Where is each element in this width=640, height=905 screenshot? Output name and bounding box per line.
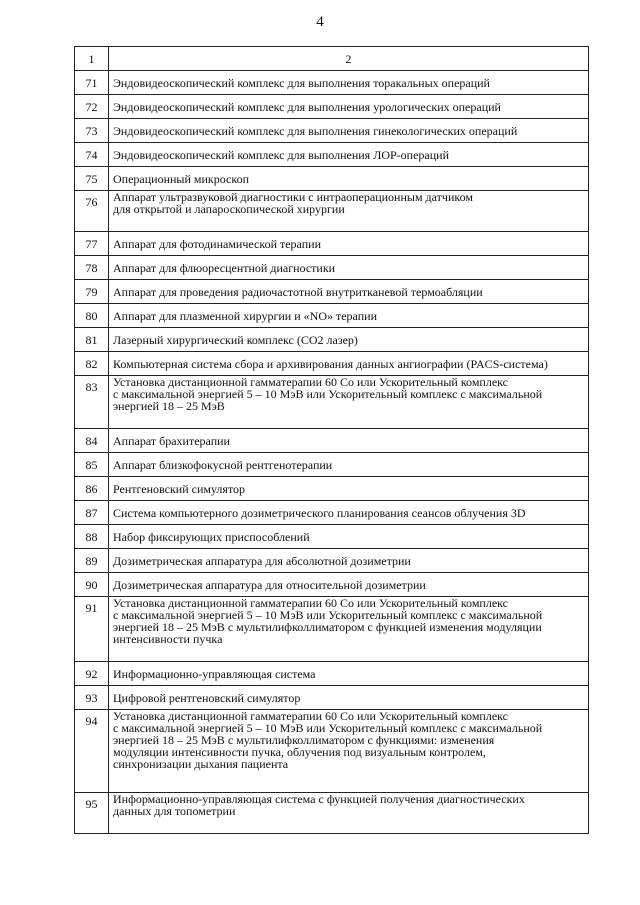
equipment-name-line: Аппарат брахитерапии [113,433,230,448]
table-row [75,167,589,191]
row-number: 72 [75,95,109,119]
equipment-name [109,573,589,597]
table-row [75,429,589,453]
equipment-name [109,352,589,376]
equipment-name [109,256,589,280]
header-col-2: 2 [109,47,589,71]
equipment-name-line: для открытой и лапароскопической хирургии [113,202,345,216]
equipment-name [109,304,589,328]
table-row [75,304,589,328]
row-number: 93 [75,686,109,710]
table-row [75,143,589,167]
row-number: 81 [75,328,109,352]
equipment-name-line: Компьютерная система сбора и архивирования данных ангиографии (PACS-система) [113,356,548,371]
equipment-table-body [75,47,589,834]
table-row [75,376,589,429]
row-number: 90 [75,573,109,597]
equipment-name [109,501,589,525]
page-number: 4 [316,14,324,30]
row-number: 78 [75,256,109,280]
equipment-name [109,662,589,686]
equipment-name-line: Аппарат для флюоресцентной диагностики [113,260,336,275]
table-header-row [75,47,589,71]
table-row [75,686,589,710]
table-row [75,191,589,232]
table-row [75,232,589,256]
table-row [75,662,589,686]
equipment-name-line: энергией 18 – 25 МэВ [113,399,225,413]
table-row [75,573,589,597]
equipment-name-line: модуляции интенсивности пучка, облучения под визуальным контролем, [113,745,486,759]
equipment-name-line: Дозиметрическая аппаратура для относительной дозиметрии [113,577,426,592]
row-number: 80 [75,304,109,328]
equipment-name [109,710,589,793]
row-number: 75 [75,167,109,191]
row-number: 84 [75,429,109,453]
equipment-name [109,191,589,232]
equipment-name [109,328,589,352]
row-number: 74 [75,143,109,167]
equipment-name-line: энергией 18 – 25 МэВ с мультилифколлиматором с функцией изменения модуляции [113,620,542,634]
equipment-name [109,376,589,429]
equipment-name-line: данных для топометрии [113,804,236,818]
table-row [75,477,589,501]
row-number: 79 [75,280,109,304]
table-row [75,280,589,304]
equipment-name [109,525,589,549]
row-number: 83 [75,376,109,429]
equipment-name-line: с максимальной энергией 5 – 10 МэВ или Ускорительный комплекс с максимальной [113,721,543,735]
row-number: 85 [75,453,109,477]
equipment-name-line: Набор фиксирующих приспособлений [113,529,310,544]
table-row [75,95,589,119]
equipment-name-line: с максимальной энергией 5 – 10 МэВ или Ускорительный комплекс с максимальной [113,608,543,622]
row-number: 86 [75,477,109,501]
row-number: 73 [75,119,109,143]
row-number: 95 [75,793,109,834]
equipment-name-line: Эндовидеоскопический комплекс для выполнения ЛОР-операций [113,147,450,162]
table-row [75,501,589,525]
row-number: 87 [75,501,109,525]
row-number: 77 [75,232,109,256]
equipment-name-line: Эндовидеоскопический комплекс для выполнения торакальных операций [113,75,490,90]
equipment-name-line: Установка дистанционной гаммaтерапии 60 Со или Ускорительный комплекс [113,596,509,610]
equipment-name-line: Информационно-управляющая система [113,666,316,681]
equipment-name [109,597,589,662]
equipment-name [109,429,589,453]
equipment-name-line: интенсивности пучка [113,632,223,646]
table-row [75,597,589,662]
table-row [75,525,589,549]
table-row [75,793,589,834]
header-col-1: 1 [75,47,109,71]
equipment-name-line: синхронизации дыхания пациента [113,757,289,771]
row-number: 82 [75,352,109,376]
row-number: 92 [75,662,109,686]
row-number: 94 [75,710,109,793]
equipment-name-line: Аппарат для проведения радиочастотной внутритканевой термоабляции [113,284,483,299]
equipment-name-line: с максимальной энергией 5 – 10 МэВ или Ускорительный комплекс с максимальной [113,387,543,401]
table-row [75,256,589,280]
equipment-name-line: Установка дистанционной гаммaтерапии 60 Со или Ускорительный комплекс [113,709,509,723]
equipment-name [109,280,589,304]
equipment-name-line: Операционный микроскоп [113,171,250,186]
equipment-name [109,686,589,710]
row-number: 88 [75,525,109,549]
equipment-name-line: Аппарат для фотодинамической терапии [113,236,321,251]
equipment-name-line: энергией 18 – 25 МэВ с мультилифколлиматором с функциями: изменения [113,733,495,747]
equipment-name [109,95,589,119]
equipment-name [109,453,589,477]
table-row [75,71,589,95]
equipment-name [109,119,589,143]
equipment-name-line: Лазерный хирургический комплекс (СО2 лазер) [113,332,358,347]
equipment-name-line: Аппарат ультразвуковой диагностики с интраоперационным датчиком [113,190,473,204]
row-number: 76 [75,191,109,232]
equipment-name-line: Система компьютерного дозиметрического планирования сеансов облучения 3D [113,505,526,520]
equipment-name [109,167,589,191]
table-row [75,328,589,352]
equipment-name-line: Эндовидеоскопический комплекс для выполнения гинекологических операций [113,123,518,138]
equipment-name-line: Эндовидеоскопический комплекс для выполнения урологических операций [113,99,501,114]
equipment-name-line: Установка дистанционной гаммaтерапии 60 Со или Ускорительный комплекс [113,375,509,389]
row-number: 71 [75,71,109,95]
equipment-name-line: Цифровой рентгеновский симулятор [113,690,301,705]
table-row [75,119,589,143]
equipment-name [109,232,589,256]
equipment-name-line: Рентгеновский симулятор [113,481,246,496]
equipment-name-line: Информационно-управляющая система с функцией получения диагностических [113,792,525,806]
equipment-name-line: Дозиметрическая аппаратура для абсолютной дозиметрии [113,553,411,568]
equipment-name [109,477,589,501]
table-row [75,453,589,477]
table-row [75,710,589,793]
row-number: 91 [75,597,109,662]
equipment-name [109,71,589,95]
table-row [75,549,589,573]
row-number: 89 [75,549,109,573]
equipment-name-line: Аппарат близкофокусной рентгенотерапии [113,457,333,472]
equipment-name [109,549,589,573]
equipment-name-line: Аппарат для плазменной хирургии и «NO» терапии [113,308,377,323]
equipment-name [109,143,589,167]
equipment-name [109,793,589,834]
table-row [75,352,589,376]
equipment-table [74,46,589,834]
